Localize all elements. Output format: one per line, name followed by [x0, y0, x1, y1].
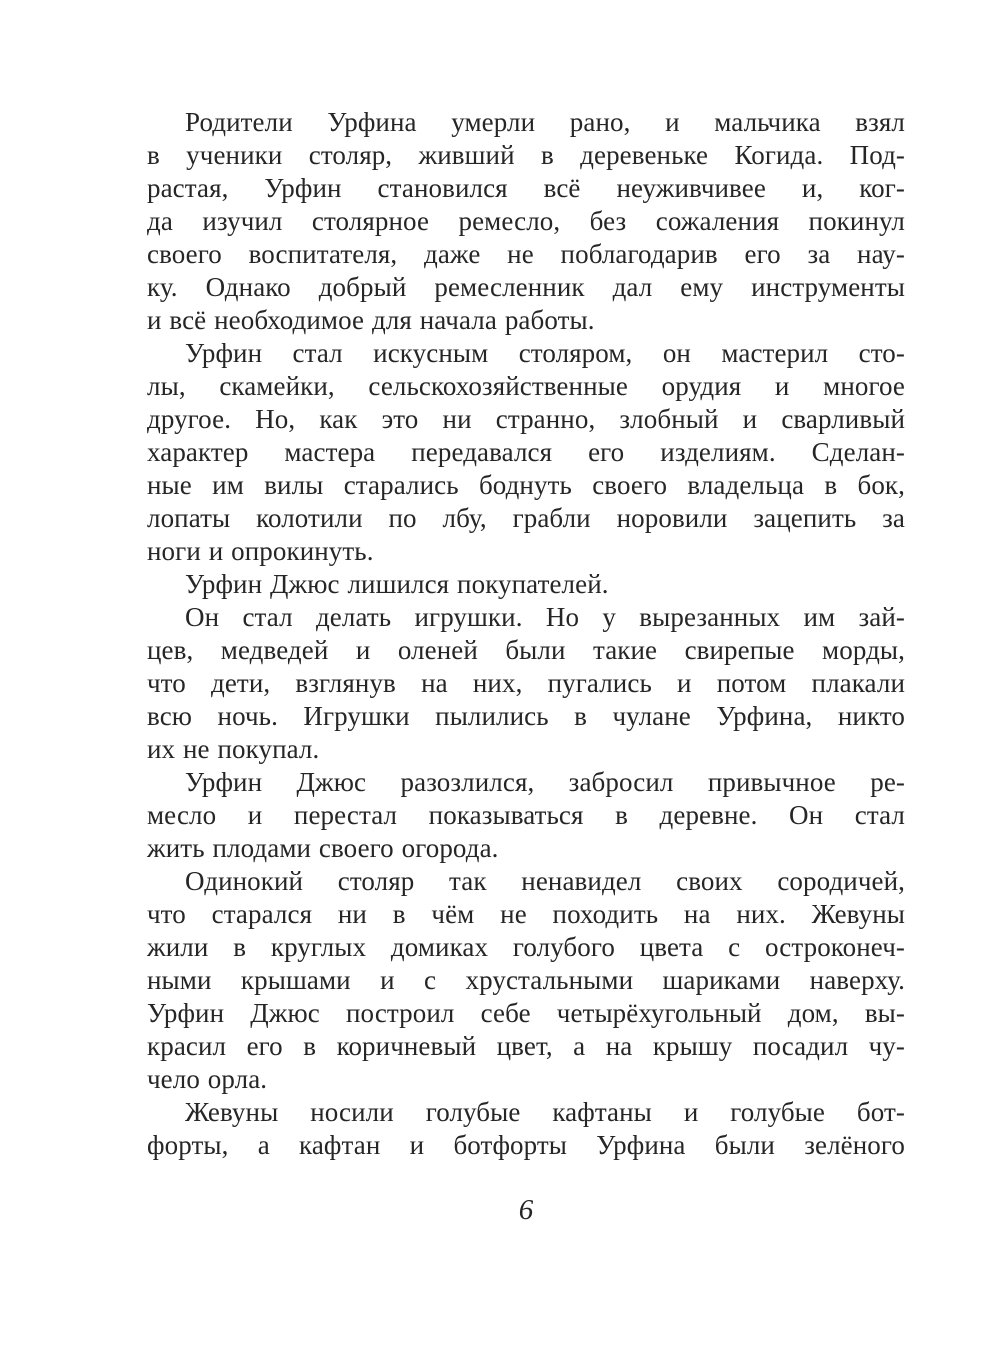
text-line: красил его в коричневый цвет, а на крышу посадил чу-	[147, 1031, 905, 1061]
text-line: лопаты колотили по лбу, грабли норовили зацепить за	[147, 503, 905, 533]
text-line: Он стал делать игрушки. Но у вырезанных им зай-	[185, 602, 905, 632]
text-line: своего воспитателя, даже не поблагодарив его за нау-	[147, 239, 905, 269]
text-line: лы, скамейки, сельскохозяйственные орудия и многое	[147, 371, 905, 401]
text-line: Урфин Джюс разозлился, забросил привычное ре-	[185, 767, 905, 797]
text-line: жили в круглых домиках голубого цвета с остроконеч-	[147, 932, 905, 962]
text-line: Родители Урфина умерли рано, и мальчика взял	[185, 107, 905, 137]
text-line: растая, Урфин становился всё неуживчивее и, ког-	[147, 173, 905, 203]
text-line: Одинокий столяр так ненавидел своих сородичей,	[185, 866, 905, 896]
text-line: другое. Но, как это ни странно, злобный и сварливый	[147, 404, 905, 434]
text-line: характер мастера передавался его изделиям. Сделан-	[147, 437, 905, 467]
text-line: Урфин стал искусным столяром, он мастерил сто-	[185, 338, 905, 368]
paragraph	[147, 601, 905, 766]
text-line: в ученики столяр, живший в деревеньке Когида. Под-	[147, 140, 905, 170]
paragraph	[147, 337, 905, 568]
text-line: ноги и опрокинуть.	[147, 536, 374, 566]
paragraph	[147, 766, 905, 865]
paragraph	[147, 106, 905, 337]
paragraph	[147, 568, 905, 601]
text-line: что старался ни в чём не походить на них. Жевуны	[147, 899, 905, 929]
text-line: Жевуны носили голубые кафтаны и голубые бот-	[185, 1097, 905, 1127]
text-line: чело орла.	[147, 1064, 268, 1094]
text-line: да изучил столярное ремесло, без сожаления покинул	[147, 206, 905, 236]
paragraph	[147, 865, 905, 1096]
text-line: Урфин Джюс построил себе четырёхугольный дом, вы-	[147, 998, 905, 1028]
text-line: форты, а кафтан и ботфорты Урфина были зелёного	[147, 1130, 905, 1160]
text-line: ными крышами и с хрустальными шариками наверху.	[147, 965, 905, 995]
text-block	[147, 106, 905, 1162]
text-line: всю ночь. Игрушки пылились в чулане Урфина, никто	[147, 701, 905, 731]
text-line: ку. Однако добрый ремесленник дал ему инструменты	[147, 272, 905, 302]
text-line: и всё необходимое для начала работы.	[147, 305, 595, 335]
text-line: что дети, взглянув на них, пугались и потом плакали	[147, 668, 905, 698]
text-line: жить плодами своего огорода.	[147, 833, 499, 863]
text-line: месло и перестал показываться в деревне. Он стал	[147, 800, 905, 830]
text-line: ные им вилы старались боднуть своего владельца в бок,	[147, 470, 905, 500]
paragraph	[147, 1096, 905, 1162]
text-line: цев, медведей и оленей были такие свирепые морды,	[147, 635, 905, 665]
text-line: их не покупал.	[147, 734, 320, 764]
text-line: Урфин Джюс лишился покупателей.	[185, 569, 609, 599]
page-number: 6	[518, 1194, 534, 1226]
